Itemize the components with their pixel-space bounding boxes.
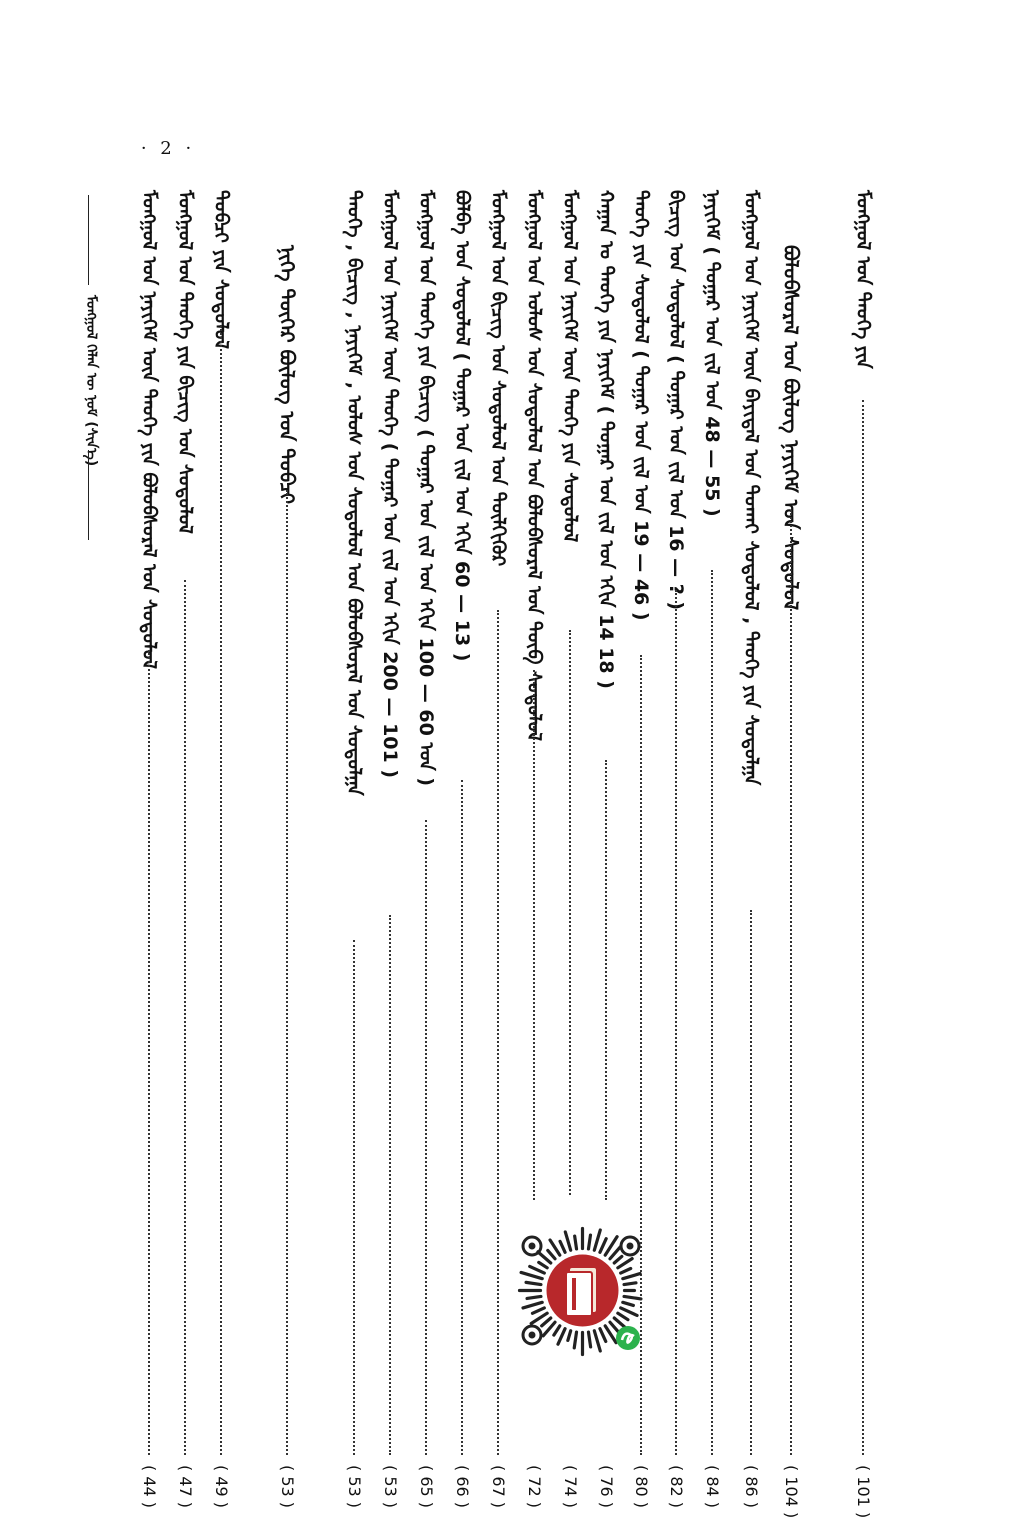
- qr-ray: [532, 1308, 544, 1313]
- toc-entry-text: ᠮᠣᠩᠭᠣᠯ ᠤᠨ ᠨᠡᠶᠢᠭᠡᠮ ᠦᠨ ᠲᠡᠦᠬᠡ ᠶᠢᠨ ᠰᠤᠳᠤᠯᠤᠯ: [559, 190, 581, 543]
- toc-entry-page: ( 86 ): [742, 1465, 761, 1509]
- toc-entry[interactable]: [339, 190, 369, 1509]
- dot-leader: [533, 670, 535, 1200]
- dot-leader: [220, 325, 222, 1455]
- toc-entry[interactable]: [736, 190, 766, 1509]
- toc-entry[interactable]: [661, 190, 691, 1509]
- toc-entry-page: ( 53 ): [278, 1465, 297, 1509]
- dot-leader: [750, 910, 752, 1455]
- dot-leader: [461, 780, 463, 1455]
- toc-entry[interactable]: [848, 190, 878, 1518]
- qr-code-icon: [510, 1218, 655, 1363]
- toc-entry-text: ᠮᠣᠩᠭᠣᠯ ᠤᠨ ᠨᠡᠶᠢᠭᠡᠮ ᠦᠨ ᠲᠡᠦᠬᠡ ( ᠳᠤᠭᠠᠷ ᠤᠨ ᠵᠢᠯ ᠤᠨ ᠡᠬᠢᠨ 200 — 101 ): [379, 190, 401, 779]
- qr-ray: [542, 1318, 551, 1326]
- qr-ray: [623, 1274, 640, 1279]
- dot-leader: [148, 650, 150, 1455]
- dot-leader: [569, 630, 571, 1195]
- qr-ray: [560, 1241, 565, 1252]
- qr-ray: [521, 1272, 542, 1278]
- toc-entry[interactable]: [375, 190, 405, 1509]
- toc-entry-text: ᠲᠣᠪᠴᠢ ᠶᠢᠨ ᠰᠤᠳᠤᠯᠤᠯ: [210, 190, 232, 350]
- running-footer: ᠮᠣᠩᠭᠣᠯ ᠬᠡᠯᠡᠨ ᠦ ᠨᠣᠮ (ᠰᠢᠨ᠎ᠡ): [83, 295, 99, 467]
- qr-ray: [618, 1313, 628, 1319]
- toc-entry[interactable]: [591, 190, 621, 1509]
- qr-ray: [558, 1329, 565, 1344]
- page-number: · 2 ·: [140, 138, 196, 159]
- toc-entry-text: ᠨᠢᠭᠡ ᠳᠦᠭᠡᠷ ᠪᠦᠯᠦᠭ ᠤᠨ ᠲᠣᠪᠴᠢ: [275, 245, 299, 504]
- qr-ray: [530, 1266, 545, 1273]
- toc-entry-text: ᠪᠣᠯᠪᠠ ᠤᠨ ᠰᠤᠳᠤᠯᠤᠯ ( ᠳᠤᠭᠠᠷ ᠤᠨ ᠵᠢᠯ ᠤᠨ ᠡᠬᠢᠨ 60 — 13 ): [451, 190, 473, 662]
- toc-entry[interactable]: [555, 190, 585, 1509]
- toc-entry-text: ᠮᠣᠩᠭᠣᠯ ᠤᠨ ᠪᠢᠴᠢᠭ ᠤᠨ ᠰᠤᠳᠤᠯᠤᠯ ᠤᠨ ᠲᠦᠯᠬᠢᠭᠦᠷ: [487, 190, 509, 567]
- toc-entry[interactable]: [697, 190, 727, 1509]
- qr-ray: [575, 1236, 577, 1249]
- qr-ray: [588, 1235, 590, 1249]
- dot-leader: [389, 915, 391, 1455]
- qr-ray: [523, 1302, 542, 1308]
- toc-entry-text: ᠮᠣᠩᠭᠣᠯ ᠤᠨ ᠨᠡᠶᠢᠭᠡᠮ ᠦᠨ ᠪᠠᠶᠢᠳᠠᠯ ᠤᠨ ᠲᠤᠬᠠᠢ ᠰᠤᠳᠤᠯᠤᠯ , ᠲᠡᠦᠬᠡ ᠶᠢᠨ ᠰᠤᠳᠤᠯᠭᠠ: [740, 190, 762, 786]
- toc-entry-text: ᠮᠣᠩᠭᠣᠯ ᠤᠨ ᠲᠡᠦᠬᠡ ᠶᠢᠨ: [852, 190, 874, 369]
- toc-entry-text: ᠮᠣᠩᠭᠣᠯ ᠤᠨ ᠲᠡᠦᠬᠡ ᠶᠢᠨ ᠪᠢᠴᠢᠭ ᠤᠨ ᠰᠤᠳᠤᠯᠤᠯ: [174, 190, 196, 534]
- qr-ray: [565, 1232, 570, 1250]
- toc-entry[interactable]: [519, 190, 549, 1509]
- qr-ray: [554, 1326, 560, 1335]
- dot-leader: [497, 610, 499, 1455]
- toc-entry-page: ( 101 ): [854, 1465, 873, 1518]
- qr-ray: [624, 1296, 641, 1298]
- toc-entry-text: ᠪᠢᠴᠢᠭ ᠤᠨ ᠰᠤᠳᠤᠯᠤᠯ ( ᠳᠤᠭᠠᠷ ᠤᠨ ᠵᠢᠯ ᠤᠨ 16 — ? ): [665, 190, 687, 611]
- toc-section-header[interactable]: [272, 190, 302, 1509]
- footer-rule-bottom: [88, 450, 89, 540]
- dot-leader: [711, 570, 713, 1455]
- footer-rule-top: [88, 195, 89, 285]
- dot-leader: [605, 760, 607, 1200]
- toc-section-header[interactable]: [776, 190, 806, 1518]
- toc-entry-text: ᠮᠣᠩᠭᠣᠯ ᠤᠨ ᠲᠡᠦᠬᠡ ᠶᠢᠨ ᠪᠢᠴᠢᠭ ( ᠳᠤᠭᠠᠷ ᠤᠨ ᠵᠢᠯ ᠤᠨ ᠡᠬᠢᠨ 100 — 60 ᠣᠨ ): [415, 190, 437, 787]
- toc-entry-page: ( 104 ): [782, 1465, 801, 1518]
- toc-entry-page: ( 44 ): [140, 1465, 159, 1509]
- toc-entry-page: ( 47 ): [176, 1465, 195, 1509]
- qr-ray: [623, 1302, 634, 1305]
- toc-entry-text: ᠬᠠᠭᠠᠨ ᠤ ᠲᠡᠦᠬᠡ ᠶᠢᠨ ᠨᠡᠶᠢᠭᠡᠮ ( ᠳᠤᠭᠠᠷ ᠤᠨ ᠵᠢᠯ ᠤᠨ ᠡᠬᠢᠨ 14 18 ): [595, 190, 617, 689]
- qr-ray: [574, 1332, 576, 1348]
- dot-leader: [862, 400, 864, 1455]
- toc-entry-page: ( 49 ): [212, 1465, 231, 1509]
- toc-entry-text: ᠮᠣᠩᠭᠣᠯ ᠤᠨ ᠤᠯᠤᠰ ᠤᠨ ᠰᠤᠳᠤᠯᠤᠯ ᠤᠨ ᠪᠣᠯᠣᠪᠰᠤᠷᠠᠯ ᠤᠨ ᠲᠦᠪ ᠰᠤᠳᠤᠯᠤᠯ: [523, 190, 545, 741]
- toc-entry-page: ( 74 ): [561, 1465, 580, 1509]
- toc-entry-page: ( 72 ): [525, 1465, 544, 1509]
- toc-entry-page: ( 65 ): [417, 1465, 436, 1509]
- toc-entry-text: ᠲᠡᠦᠬᠡ , ᠪᠢᠴᠢᠭ , ᠨᠡᠶᠢᠭᠡᠮ , ᠤᠯᠤᠰ ᠤᠨ ᠰᠤᠳᠤᠯᠤᠯ ᠤᠨ ᠪᠣᠯᠣᠪᠰᠤᠷᠠᠯ ᠤᠨ ᠰᠤᠳᠤᠯᠭᠠ: [343, 190, 365, 796]
- dot-leader: [184, 580, 186, 1455]
- toc-entry-page: ( 53 ): [345, 1465, 364, 1509]
- qr-ray: [621, 1308, 637, 1315]
- dot-leader: [286, 490, 288, 1455]
- qr-ray: [568, 1331, 571, 1341]
- toc-entry[interactable]: [206, 190, 236, 1509]
- qr-ray: [600, 1329, 606, 1342]
- toc-entry[interactable]: [626, 190, 656, 1509]
- dot-leader: [675, 590, 677, 1455]
- qr-code[interactable]: [510, 1218, 655, 1363]
- qr-ray: [588, 1332, 590, 1347]
- toc-entry-text: ᠮᠣᠩᠭᠣᠯ ᠤᠨ ᠨᠡᠶᠢᠭᠡᠮ ᠦᠨ ᠲᠡᠦᠬᠡ ᠶᠢᠨ ᠪᠣᠯᠣᠪᠰᠤᠷᠠᠯ ᠤᠨ ᠰᠤᠳᠤᠯᠤᠯ: [138, 190, 160, 669]
- qr-ray: [610, 1322, 619, 1332]
- toc-entry-page: ( 82 ): [667, 1465, 686, 1509]
- qr-ray: [594, 1230, 600, 1250]
- qr-ray: [614, 1256, 622, 1263]
- qr-ray: [527, 1296, 541, 1298]
- qr-ray: [621, 1268, 631, 1273]
- toc-entry[interactable]: [447, 190, 477, 1509]
- qr-ray: [624, 1283, 636, 1285]
- qr-ray: [594, 1331, 600, 1351]
- toc-entry[interactable]: [411, 190, 441, 1509]
- toc-entry-page: ( 67 ): [489, 1465, 508, 1509]
- qr-ray: [548, 1250, 555, 1258]
- toc-entry-page: ( 66 ): [453, 1465, 472, 1509]
- toc-entry-text: ᠪᠣᠯᠣᠪᠰᠤᠷᠠᠯ ᠤᠨ ᠪᠦᠯᠦᠭ ᠨᠡᠶᠢᠭᠡᠮ ᠤᠨ ᠰᠤᠳᠤᠯᠤᠯ: [779, 245, 803, 611]
- dot-leader: [790, 510, 792, 1455]
- qr-ray: [526, 1282, 541, 1284]
- toc-entry-page: ( 53 ): [381, 1465, 400, 1509]
- dot-leader: [425, 820, 427, 1455]
- qr-ray: [539, 1262, 547, 1267]
- toc-entry-page: ( 84 ): [703, 1465, 722, 1509]
- toc-entry-text: ᠨᠡᠶᠢᠭᠡᠮ ( ᠳᠤᠭᠠᠷ ᠤᠨ ᠵᠢᠯ ᠤᠨ 48 — 55 ): [701, 190, 723, 517]
- qr-ray: [600, 1239, 606, 1253]
- toc-entry-page: ( 80 ): [632, 1465, 651, 1509]
- toc-entry[interactable]: [483, 190, 513, 1509]
- toc-entry[interactable]: [134, 190, 164, 1509]
- toc-entry-text: ᠲᠡᠦᠬᠡ ᠶᠢᠨ ᠰᠤᠳᠤᠯᠤᠯ ( ᠳᠤᠭᠠᠷ ᠤᠨ ᠵᠢᠯ ᠤᠨ 19 — 46 ): [630, 190, 652, 621]
- toc-entry-page: ( 76 ): [597, 1465, 616, 1509]
- dot-leader: [353, 940, 355, 1455]
- toc-entry[interactable]: [170, 190, 200, 1509]
